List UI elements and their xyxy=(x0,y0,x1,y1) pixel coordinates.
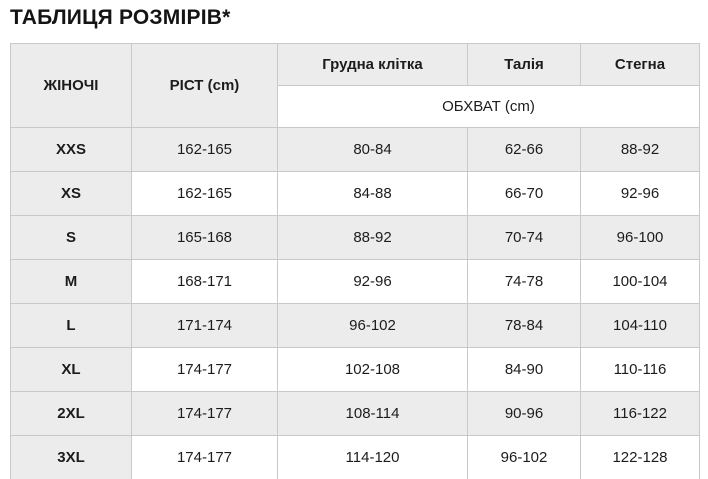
page-title: ТАБЛИЦЯ РОЗМІРІВ* xyxy=(10,6,231,29)
height-cell: 171-174 xyxy=(132,304,278,348)
size-cell: S xyxy=(11,216,132,260)
table-row xyxy=(11,128,700,172)
hips-cell: 88-92 xyxy=(581,128,700,172)
size-cell: XXS xyxy=(11,128,132,172)
header-girth: ОБХВАТ (cm) xyxy=(278,86,700,128)
chest-cell: 114-120 xyxy=(278,436,468,479)
chest-cell: 108-114 xyxy=(278,392,468,436)
size-cell: 3XL xyxy=(11,436,132,479)
waist-cell: 62-66 xyxy=(468,128,581,172)
size-table-body xyxy=(11,128,700,479)
table-row xyxy=(11,348,700,392)
chest-cell: 84-88 xyxy=(278,172,468,216)
height-cell: 174-177 xyxy=(132,348,278,392)
chest-cell: 88-92 xyxy=(278,216,468,260)
header-chest: Грудна клітка xyxy=(278,44,468,86)
table-row xyxy=(11,172,700,216)
header-height: РІСТ (cm) xyxy=(132,44,278,128)
chest-cell: 102-108 xyxy=(278,348,468,392)
hips-cell: 110-116 xyxy=(581,348,700,392)
height-cell: 165-168 xyxy=(132,216,278,260)
size-cell: 2XL xyxy=(11,392,132,436)
size-cell: L xyxy=(11,304,132,348)
table-row xyxy=(11,392,700,436)
size-cell: XL xyxy=(11,348,132,392)
height-cell: 162-165 xyxy=(132,128,278,172)
hips-cell: 100-104 xyxy=(581,260,700,304)
waist-cell: 66-70 xyxy=(468,172,581,216)
waist-cell: 74-78 xyxy=(468,260,581,304)
header-row-1 xyxy=(11,44,700,86)
waist-cell: 90-96 xyxy=(468,392,581,436)
hips-cell: 122-128 xyxy=(581,436,700,479)
table-row xyxy=(11,260,700,304)
chest-cell: 92-96 xyxy=(278,260,468,304)
header-hips: Стегна xyxy=(581,44,700,86)
hips-cell: 92-96 xyxy=(581,172,700,216)
height-cell: 174-177 xyxy=(132,436,278,479)
height-cell: 174-177 xyxy=(132,392,278,436)
table-row xyxy=(11,304,700,348)
size-table-header xyxy=(11,44,700,128)
waist-cell: 78-84 xyxy=(468,304,581,348)
waist-cell: 70-74 xyxy=(468,216,581,260)
height-cell: 162-165 xyxy=(132,172,278,216)
waist-cell: 96-102 xyxy=(468,436,581,479)
size-cell: XS xyxy=(11,172,132,216)
size-cell: M xyxy=(11,260,132,304)
height-cell: 168-171 xyxy=(132,260,278,304)
table-row xyxy=(11,436,700,479)
hips-cell: 104-110 xyxy=(581,304,700,348)
hips-cell: 96-100 xyxy=(581,216,700,260)
header-women: ЖІНОЧІ xyxy=(11,44,132,128)
hips-cell: 116-122 xyxy=(581,392,700,436)
table-row xyxy=(11,216,700,260)
size-table xyxy=(10,43,700,479)
chest-cell: 96-102 xyxy=(278,304,468,348)
waist-cell: 84-90 xyxy=(468,348,581,392)
header-waist: Талія xyxy=(468,44,581,86)
chest-cell: 80-84 xyxy=(278,128,468,172)
